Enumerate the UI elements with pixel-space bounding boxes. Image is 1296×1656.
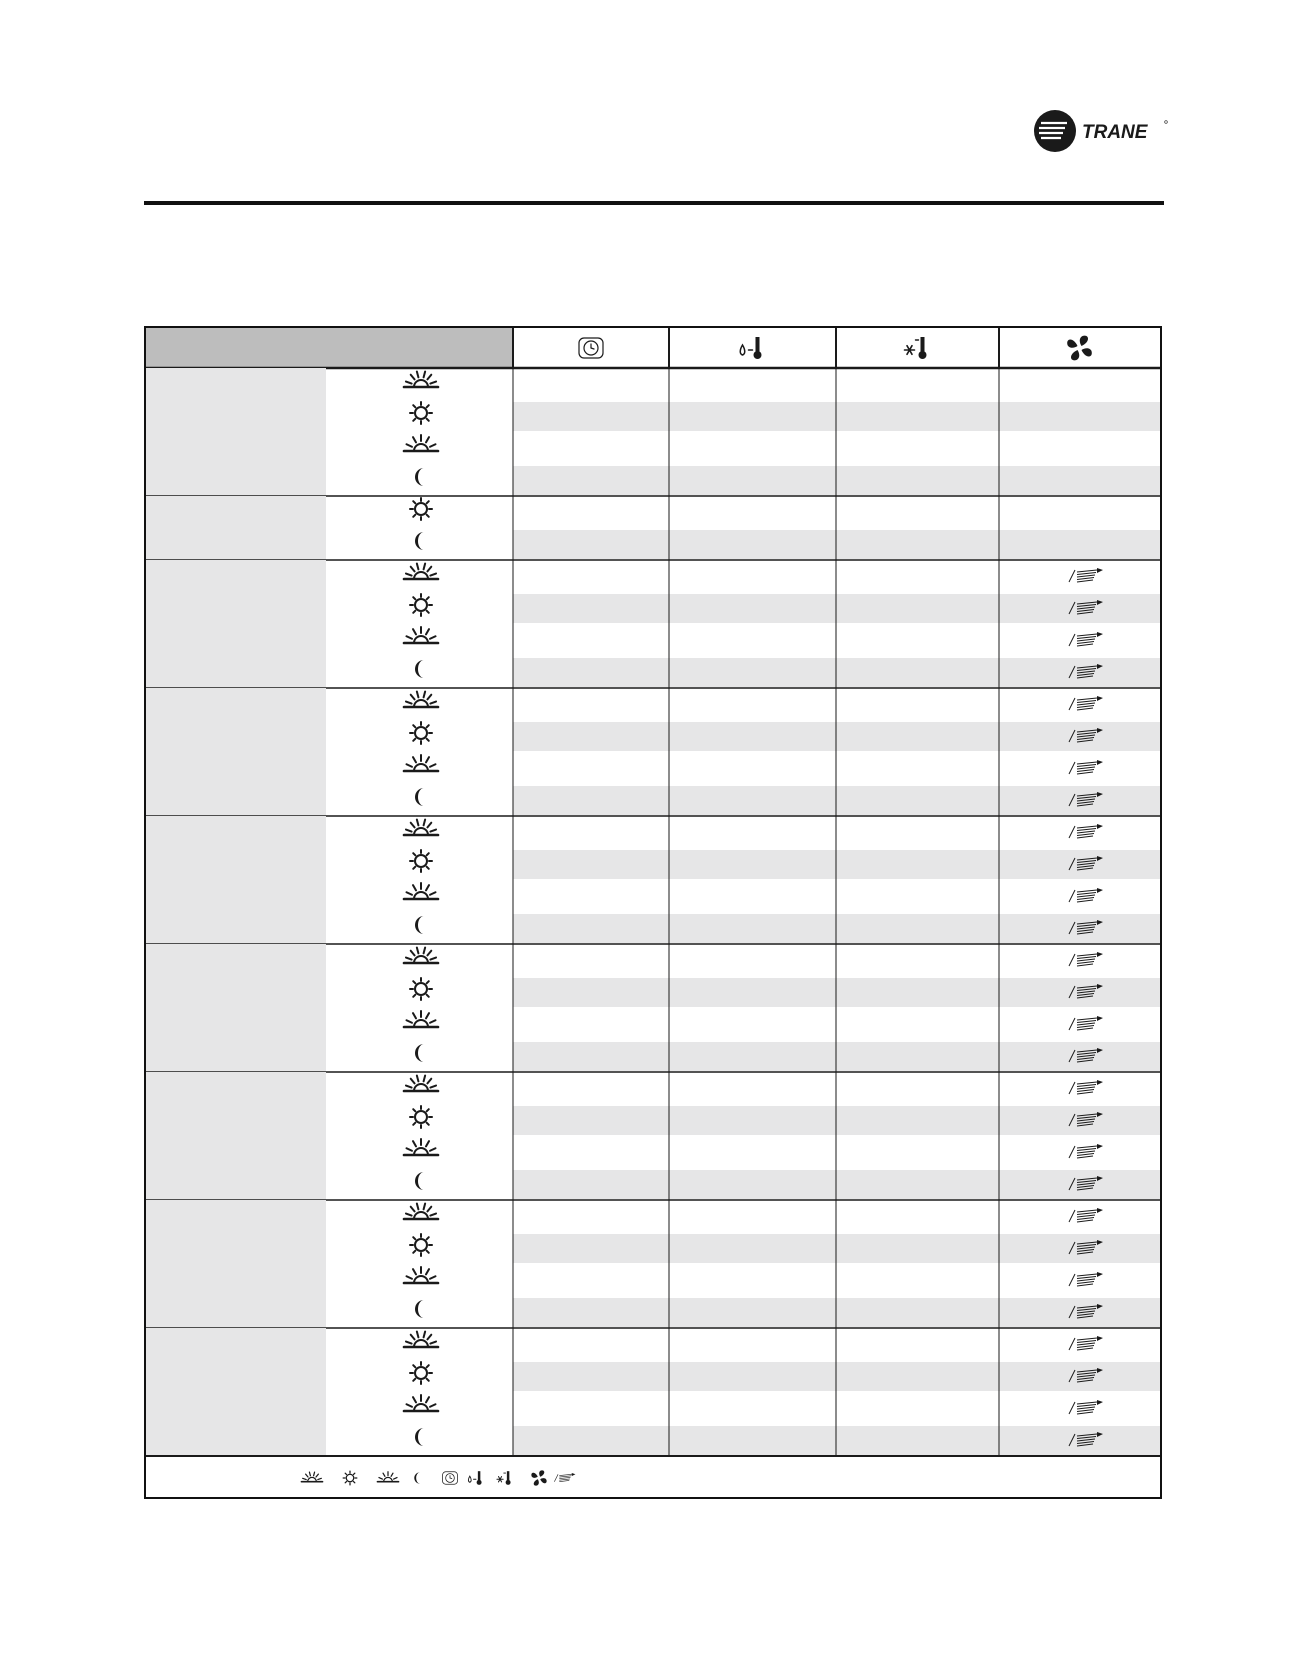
day-icon xyxy=(410,1234,432,1256)
setpoint-entry-cell[interactable] xyxy=(838,1426,997,1454)
day-icon xyxy=(410,978,432,1000)
setpoint-entry-cell[interactable] xyxy=(515,914,667,942)
schedule-group xyxy=(146,368,1160,496)
setpoint-entry-cell[interactable] xyxy=(1001,690,1158,718)
schedule-row xyxy=(410,722,1160,751)
setpoint-entry-cell[interactable] xyxy=(838,1042,997,1070)
evening-icon xyxy=(377,1472,398,1482)
setpoint-entry-cell[interactable] xyxy=(1001,1106,1158,1134)
setpoint-entry-cell[interactable] xyxy=(515,658,667,686)
day-icon xyxy=(343,1471,357,1485)
setpoint-entry-cell[interactable] xyxy=(1001,402,1158,430)
schedule-row xyxy=(404,690,1158,718)
setpoint-entry-cell[interactable] xyxy=(838,1298,997,1326)
setpoint-entry-cell[interactable] xyxy=(1001,1426,1158,1454)
setpoint-entry-cell[interactable] xyxy=(838,1330,997,1358)
setpoint-entry-cell[interactable] xyxy=(1001,498,1158,526)
night-icon xyxy=(415,1172,424,1190)
setpoint-entry-cell[interactable] xyxy=(515,370,667,398)
setpoint-entry-cell[interactable] xyxy=(671,498,834,526)
setpoint-entry-cell[interactable] xyxy=(1001,1362,1158,1390)
setpoint-entry-cell[interactable] xyxy=(515,978,667,1006)
setpoint-entry-cell[interactable] xyxy=(838,946,997,974)
schedule-group xyxy=(146,688,1160,816)
setpoint-entry-cell[interactable] xyxy=(515,1042,667,1070)
header-rule xyxy=(144,201,1164,205)
setpoint-entry-cell[interactable] xyxy=(515,754,667,782)
setpoint-entry-cell[interactable] xyxy=(838,914,997,942)
setpoint-entry-cell[interactable] xyxy=(515,1138,667,1166)
setpoint-entry-cell[interactable] xyxy=(515,690,667,718)
setpoint-entry-cell[interactable] xyxy=(671,1138,834,1166)
schedule-row xyxy=(404,1074,1158,1102)
setpoint-entry-cell[interactable] xyxy=(838,1362,997,1390)
setpoint-entry-cell[interactable] xyxy=(1001,850,1158,878)
header-cell xyxy=(669,328,836,368)
schedule-row xyxy=(404,434,1158,462)
setpoint-entry-cell[interactable] xyxy=(838,1170,997,1198)
setpoint-entry-cell[interactable] xyxy=(515,1266,667,1294)
setpoint-entry-cell[interactable] xyxy=(515,1426,667,1454)
schedule-row xyxy=(410,1106,1160,1135)
schedule-row xyxy=(415,1298,1160,1327)
setpoint-entry-cell[interactable] xyxy=(838,1074,997,1102)
setpoint-entry-cell[interactable] xyxy=(671,562,834,590)
group-label-cell xyxy=(146,1200,326,1328)
group-label-cell xyxy=(146,688,326,816)
setpoint-entry-cell[interactable] xyxy=(1001,1042,1158,1070)
setpoint-entry-cell[interactable] xyxy=(515,402,667,430)
setpoint-entry-cell[interactable] xyxy=(671,1362,834,1390)
setpoint-entry-cell[interactable] xyxy=(1001,1266,1158,1294)
setpoint-entry-cell[interactable] xyxy=(1001,882,1158,910)
setpoint-entry-cell[interactable] xyxy=(671,786,834,814)
setpoint-entry-cell[interactable] xyxy=(838,1138,997,1166)
setpoint-entry-cell[interactable] xyxy=(515,1394,667,1422)
setpoint-entry-cell[interactable] xyxy=(671,690,834,718)
setpoint-entry-cell[interactable] xyxy=(671,914,834,942)
setpoint-entry-cell[interactable] xyxy=(838,626,997,654)
setpoint-entry-cell[interactable] xyxy=(515,1362,667,1390)
setpoint-entry-cell[interactable] xyxy=(1001,594,1158,622)
setpoint-entry-cell[interactable] xyxy=(671,1010,834,1038)
setpoint-entry-cell[interactable] xyxy=(838,594,997,622)
setpoint-entry-cell[interactable] xyxy=(671,850,834,878)
setpoint-entry-cell[interactable] xyxy=(515,786,667,814)
schedule-row xyxy=(415,466,1160,495)
evening-icon xyxy=(404,1011,438,1027)
wake-icon xyxy=(404,820,438,835)
setpoint-entry-cell[interactable] xyxy=(515,594,667,622)
schedule-row xyxy=(404,1266,1158,1294)
setpoint-entry-cell[interactable] xyxy=(671,1298,834,1326)
setpoint-entry-cell[interactable] xyxy=(671,370,834,398)
group-label-cell xyxy=(146,1072,326,1200)
setpoint-entry-cell[interactable] xyxy=(671,1074,834,1102)
schedule-row xyxy=(410,978,1160,1007)
setpoint-entry-cell[interactable] xyxy=(671,1394,834,1422)
wake-icon xyxy=(404,564,438,579)
setpoint-entry-cell[interactable] xyxy=(515,434,667,462)
schedule-row xyxy=(410,594,1160,623)
group-label-cell xyxy=(146,944,326,1072)
trane-logo xyxy=(1034,108,1168,154)
schedule-row xyxy=(404,1010,1158,1038)
schedule-header xyxy=(146,328,1160,368)
setpoint-entry-cell[interactable] xyxy=(671,434,834,462)
setpoint-entry-cell[interactable] xyxy=(515,1234,667,1262)
schedule-group xyxy=(146,560,1160,688)
setpoint-entry-cell[interactable] xyxy=(838,1106,997,1134)
setpoint-entry-cell[interactable] xyxy=(838,1394,997,1422)
setpoint-entry-cell[interactable] xyxy=(1001,1010,1158,1038)
schedule-row xyxy=(404,1202,1158,1230)
setpoint-entry-cell[interactable] xyxy=(671,1330,834,1358)
setpoint-entry-cell[interactable] xyxy=(1001,1170,1158,1198)
setpoint-entry-cell[interactable] xyxy=(1001,818,1158,846)
setpoint-entry-cell[interactable] xyxy=(1001,722,1158,750)
setpoint-entry-cell[interactable] xyxy=(838,562,997,590)
setpoint-entry-cell[interactable] xyxy=(838,370,997,398)
setpoint-entry-cell[interactable] xyxy=(515,882,667,910)
evening-icon xyxy=(404,435,438,451)
schedule-table xyxy=(144,326,1162,1499)
setpoint-entry-cell[interactable] xyxy=(671,1266,834,1294)
night-icon xyxy=(415,532,424,550)
setpoint-entry-cell[interactable] xyxy=(515,818,667,846)
setpoint-entry-cell[interactable] xyxy=(1001,434,1158,462)
night-icon xyxy=(415,916,424,934)
wake-icon xyxy=(404,1204,438,1219)
night-icon xyxy=(415,660,424,678)
schedule-row xyxy=(410,402,1160,431)
setpoint-entry-cell[interactable] xyxy=(515,530,667,558)
evening-icon xyxy=(404,755,438,771)
schedule-group xyxy=(146,1328,1160,1456)
setpoint-entry-cell[interactable] xyxy=(515,1202,667,1230)
icon-legend xyxy=(146,1456,1160,1486)
setpoint-entry-cell[interactable] xyxy=(1001,1298,1158,1326)
day-icon xyxy=(410,594,432,616)
schedule-row xyxy=(410,850,1160,879)
setpoint-entry-cell[interactable] xyxy=(1001,1394,1158,1422)
setpoint-entry-cell[interactable] xyxy=(671,882,834,910)
setpoint-entry-cell[interactable] xyxy=(515,722,667,750)
schedule-row xyxy=(404,754,1158,782)
setpoint-entry-cell[interactable] xyxy=(515,1330,667,1358)
schedule-row xyxy=(410,498,1158,526)
setpoint-entry-cell[interactable] xyxy=(671,402,834,430)
setpoint-entry-cell[interactable] xyxy=(838,498,997,526)
schedule-group xyxy=(146,496,1160,560)
night-icon xyxy=(415,788,424,806)
schedule-group xyxy=(146,944,1160,1072)
setpoint-entry-cell[interactable] xyxy=(515,1106,667,1134)
night-icon xyxy=(415,1044,424,1062)
day-icon xyxy=(410,722,432,744)
setpoint-entry-cell[interactable] xyxy=(1001,754,1158,782)
wake-icon xyxy=(301,1472,322,1482)
wake-icon xyxy=(404,692,438,707)
wake-icon xyxy=(404,948,438,963)
logo-wordmark: TRANE xyxy=(1082,122,1148,143)
setpoint-entry-cell[interactable] xyxy=(838,690,997,718)
night-icon xyxy=(414,1472,420,1483)
schedule-row xyxy=(404,562,1158,590)
setpoint-entry-cell[interactable] xyxy=(671,1106,834,1134)
schedule-row xyxy=(415,786,1160,815)
day-icon xyxy=(410,850,432,872)
setpoint-entry-cell[interactable] xyxy=(838,466,997,494)
setpoint-entry-cell[interactable] xyxy=(1001,626,1158,654)
setpoint-entry-cell[interactable] xyxy=(1001,370,1158,398)
header-cell xyxy=(836,328,999,368)
schedule-row xyxy=(404,1330,1158,1358)
schedule-group xyxy=(146,1200,1160,1328)
setpoint-entry-cell[interactable] xyxy=(515,850,667,878)
schedule-row xyxy=(404,1394,1158,1422)
schedule-row xyxy=(404,370,1158,398)
setpoint-entry-cell[interactable] xyxy=(671,1202,834,1230)
setpoint-entry-cell[interactable] xyxy=(671,530,834,558)
setpoint-entry-cell[interactable] xyxy=(671,466,834,494)
setpoint-entry-cell[interactable] xyxy=(1001,562,1158,590)
setpoint-entry-cell[interactable] xyxy=(838,434,997,462)
evening-icon xyxy=(404,1139,438,1155)
setpoint-entry-cell[interactable] xyxy=(1001,786,1158,814)
evening-icon xyxy=(404,883,438,899)
setpoint-entry-cell[interactable] xyxy=(838,786,997,814)
setpoint-entry-cell[interactable] xyxy=(671,594,834,622)
group-label-cell xyxy=(146,1328,326,1456)
evening-icon xyxy=(404,627,438,643)
schedule-row xyxy=(415,1426,1160,1455)
setpoint-entry-cell[interactable] xyxy=(838,1266,997,1294)
setpoint-entry-cell[interactable] xyxy=(838,978,997,1006)
day-icon xyxy=(410,1106,432,1128)
setpoint-entry-cell[interactable] xyxy=(838,530,997,558)
day-icon xyxy=(410,498,432,520)
fan-auto-icon xyxy=(554,1473,575,1482)
schedule-row xyxy=(404,626,1158,654)
setpoint-entry-cell[interactable] xyxy=(1001,946,1158,974)
setpoint-entry-cell[interactable] xyxy=(838,1234,997,1262)
evening-icon xyxy=(404,1395,438,1411)
setpoint-entry-cell[interactable] xyxy=(515,946,667,974)
day-icon xyxy=(410,402,432,424)
group-label-cell xyxy=(146,496,326,560)
evening-icon xyxy=(404,1267,438,1283)
schedule-row xyxy=(404,882,1158,910)
schedule-row xyxy=(410,1362,1160,1391)
group-label-cell xyxy=(146,560,326,688)
setpoint-entry-cell[interactable] xyxy=(1001,466,1158,494)
setpoint-entry-cell[interactable] xyxy=(1001,1330,1158,1358)
setpoint-entry-cell[interactable] xyxy=(671,1426,834,1454)
day-icon xyxy=(410,1362,432,1384)
night-icon xyxy=(415,468,424,486)
setpoint-entry-cell[interactable] xyxy=(1001,1138,1158,1166)
setpoint-entry-cell[interactable] xyxy=(515,1010,667,1038)
setpoint-entry-cell[interactable] xyxy=(515,498,667,526)
setpoint-entry-cell[interactable] xyxy=(838,402,997,430)
group-label-cell xyxy=(146,816,326,944)
setpoint-entry-cell[interactable] xyxy=(515,1170,667,1198)
wake-icon xyxy=(404,1076,438,1091)
setpoint-entry-cell[interactable] xyxy=(515,1074,667,1102)
setpoint-entry-cell[interactable] xyxy=(515,626,667,654)
setpoint-entry-cell[interactable] xyxy=(838,722,997,750)
heat-setpoint-icon xyxy=(468,1471,481,1485)
setpoint-entry-cell[interactable] xyxy=(671,1042,834,1070)
schedule-row xyxy=(404,818,1158,846)
fan-icon xyxy=(531,1470,546,1485)
schedule-row xyxy=(410,1234,1160,1263)
setpoint-entry-cell[interactable] xyxy=(1001,914,1158,942)
schedule-row xyxy=(404,1138,1158,1166)
schedule-row xyxy=(415,1170,1160,1199)
setpoint-entry-cell[interactable] xyxy=(671,754,834,782)
setpoint-entry-cell[interactable] xyxy=(671,658,834,686)
setpoint-entry-cell[interactable] xyxy=(838,658,997,686)
setpoint-entry-cell[interactable] xyxy=(1001,1074,1158,1102)
schedule-row xyxy=(404,946,1158,974)
schedule-body xyxy=(146,368,1160,1456)
setpoint-entry-cell[interactable] xyxy=(838,1010,997,1038)
setpoint-entry-cell[interactable] xyxy=(838,1202,997,1230)
wake-icon xyxy=(404,372,438,387)
setpoint-entry-cell[interactable] xyxy=(1001,658,1158,686)
night-icon xyxy=(415,1300,424,1318)
setpoint-entry-cell[interactable] xyxy=(838,850,997,878)
setpoint-entry-cell[interactable] xyxy=(671,946,834,974)
setpoint-entry-cell[interactable] xyxy=(1001,978,1158,1006)
setpoint-entry-cell[interactable] xyxy=(515,466,667,494)
setpoint-entry-cell[interactable] xyxy=(1001,530,1158,558)
setpoint-entry-cell[interactable] xyxy=(1001,1234,1158,1262)
setpoint-entry-cell[interactable] xyxy=(838,818,997,846)
setpoint-entry-cell[interactable] xyxy=(1001,1202,1158,1230)
clock-icon xyxy=(443,1472,458,1484)
schedule-group xyxy=(146,1072,1160,1200)
header-label-cell xyxy=(146,328,513,368)
setpoint-entry-cell[interactable] xyxy=(515,1298,667,1326)
schedule-row xyxy=(415,1042,1160,1071)
setpoint-entry-cell[interactable] xyxy=(671,1234,834,1262)
night-icon xyxy=(415,1428,424,1446)
setpoint-entry-cell[interactable] xyxy=(671,626,834,654)
group-label-cell xyxy=(146,368,326,496)
wake-icon xyxy=(404,1332,438,1347)
setpoint-entry-cell[interactable] xyxy=(838,754,997,782)
setpoint-entry-cell[interactable] xyxy=(515,562,667,590)
schedule-row xyxy=(415,658,1160,687)
schedule-group xyxy=(146,816,1160,944)
setpoint-entry-cell[interactable] xyxy=(671,1170,834,1198)
setpoint-entry-cell[interactable] xyxy=(671,818,834,846)
setpoint-entry-cell[interactable] xyxy=(671,978,834,1006)
schedule-row xyxy=(415,914,1160,943)
setpoint-entry-cell[interactable] xyxy=(671,722,834,750)
cool-setpoint-icon xyxy=(497,1471,511,1485)
setpoint-entry-cell[interactable] xyxy=(838,882,997,910)
schedule-row xyxy=(415,530,1160,559)
